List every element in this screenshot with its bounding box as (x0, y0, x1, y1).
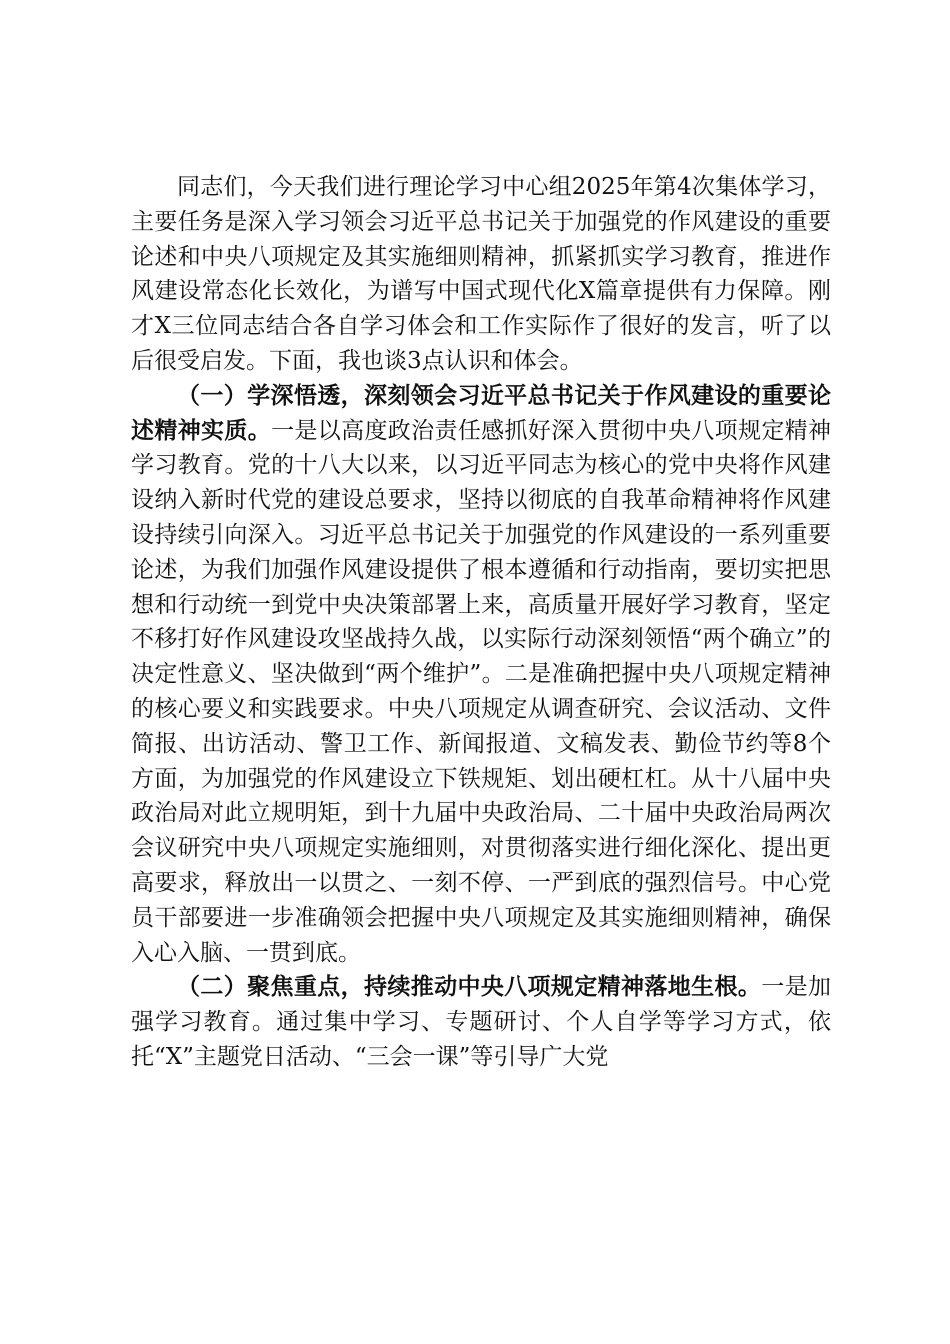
section-two-text: 一是加强学习教育。通过集中学习、专题研讨、个人自学等学习方式，依托“X”主题党日活动、“三会一课”等引导广大党 (131, 974, 832, 1070)
section-one-paragraph (131, 379, 831, 971)
section-two-paragraph (131, 970, 831, 1074)
document-page (131, 170, 831, 1075)
intro-paragraph (131, 170, 831, 379)
section-two-heading: （二）聚焦重点，持续推动中央八项规定精神落地生根。 (177, 973, 762, 1001)
section-one-text: 一是以高度政治责任感抓好深入贯彻中央八项规定精神学习教育。党的十八大以来，以习近平同志为核心的党中央将作风建设纳入新时代党的建设总要求，坚持以彻底的自我革命精神将作风建设持续引向深入。习近平总书记关于加强党的作风建设的一系列重要论述，为我们加强作风建设提供了根本遵循和行动指南，要切实把思想和行动统一到党中央决策部署上来，高质量开展好学习教育，坚定不移打好作风建设攻坚战持久战，以实际行动深刻领悟“两个确立”的决定性意义、坚决做到“两个维护”。二是准确把握中央八项规定精神的核心要义和实践要求。中央八项规定从调查研究、会议活动、文件简报、出访活动、警卫工作、新闻报道、文稿发表、勤俭节约等8个方面，为加强党的作风建设立下铁规矩、划出硬杠杠。从十八届中央政治局对此立规明矩，到十九届中央政治局、二十届中央政治局两次会议研究中央八项规定实施细则，对贯彻落实进行细化深化、提出更高要求，释放出一以贯之、一刻不停、一严到底的强烈信号。中心党员干部要进一步准确领会把握中央八项规定及其实施细则精神，确保入心入脑、一贯到底。 (131, 417, 832, 966)
section-one-heading: （一）学深悟透，深刻领会习近平总书记关于作风建设的重要论述精神实质。 (131, 381, 831, 444)
intro-paragraph-text: 同志们，今天我们进行理论学习中心组2025年第4次集体学习，主要任务是深入学习领会习近平总书记关于加强党的作风建设的重要论述和中央八项规定及其实施细则精神，抓紧抓实学习教育，推进作风建设常态化长效化，为谱写中国式现代化X篇章提供有力保障。刚才X三位同志结合各自学习体会和工作实际作了很好的发言，听了以后很受启发。下面，我也谈3点认识和体会。 (131, 174, 831, 374)
